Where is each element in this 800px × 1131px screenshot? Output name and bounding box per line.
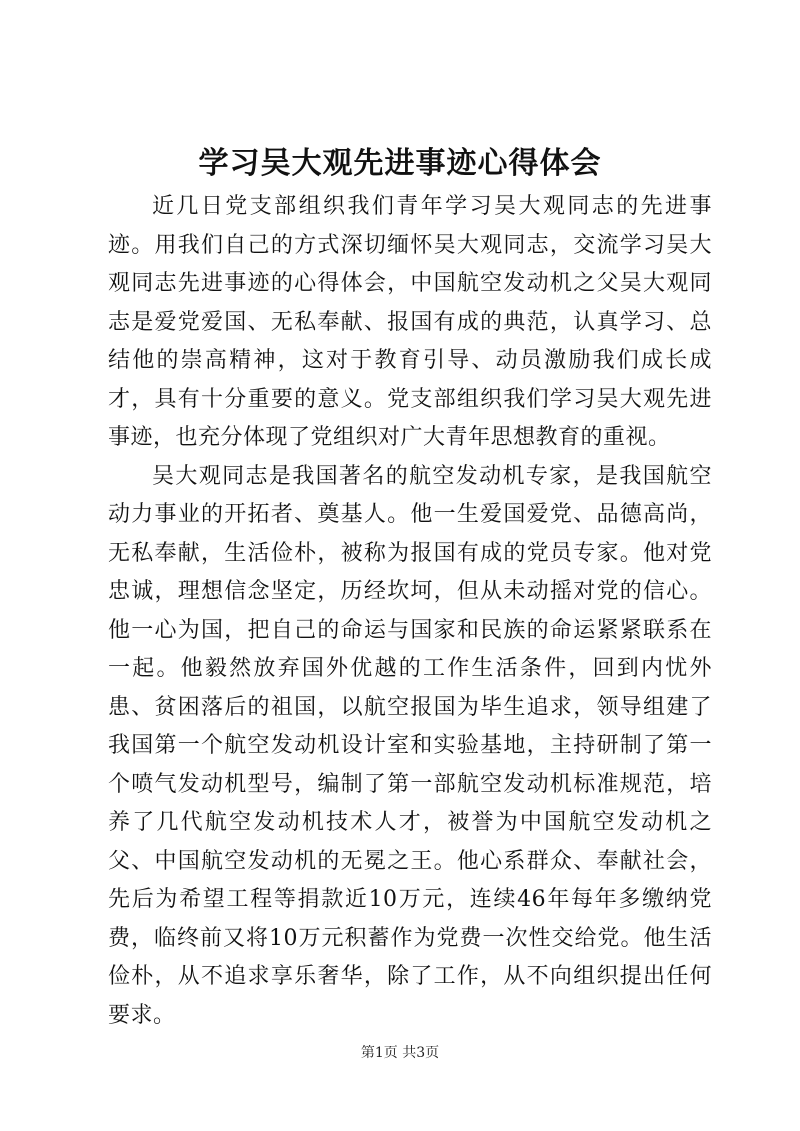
document-title: 学习吴大观先进事迹心得体会 bbox=[198, 146, 602, 181]
paragraph-1: 近几日党支部组织我们青年学习吴大观同志的先进事迹。用我们自己的方式深切缅怀吴大观同志，交流学习吴大观同志先进事迹的心得体会，中国航空发动机之父吴大观同志是爱党爱国、无私奉献、报国有成的典范，认真学习、总结他的崇高精神，这对于教育引导、动员激励我们成长成才，具有十分重要的意义。党支部组织我们学习吴大观先进事迹，也充分体现了党组织对广大青年思想教育的重视。 bbox=[108, 194, 712, 450]
document-body bbox=[108, 188, 712, 1035]
page-footer: 第1页 共3页 bbox=[360, 1045, 440, 1061]
paragraph-2: 吴大观同志是我国著名的航空发动机专家，是我国航空动力事业的开拓者、奠基人。他一生爱国爱党、品德高尚，无私奉献，生活俭朴，被称为报国有成的党员专家。他对党忠诚，理想信念坚定，历经坎坷，但从未动摇对党的信心。他一心为国，把自己的命运与国家和民族的命运紧紧联系在一起。他毅然放弃国外优越的工作生活条件，回到内忧外患、贫困落后的祖国，以航空报国为毕生追求，领导组建了我国第一个航空发动机设计室和实验基地，主持研制了第一个喷气发动机型号，编制了第一部航空发动机标准规范，培养了几代航空发动机技术人才，被誉为中国航空发动机之父、中国航空发动机的无冕之王。他心系群众、奉献社会，先后为希望工程等捐款近10万元，连续46年每年多缴纳党费，临终前又将10万元积蓄作为党费一次性交给党。他生活俭朴，从不追求享乐奢华，除了工作，从不向组织提出任何要求。 bbox=[108, 463, 712, 1028]
